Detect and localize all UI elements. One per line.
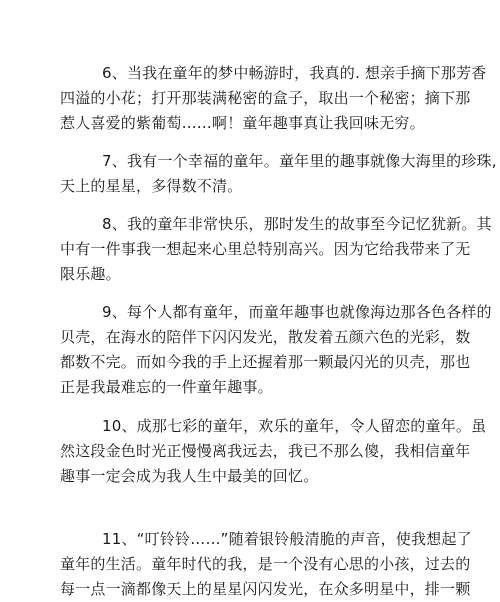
paragraph-line: 惹人喜爱的紫葡萄……啊！童年趣事真让我回味无穷。 [60, 114, 425, 132]
paragraph-line: 都数不完。而如今我的手上还握着那一颗最闪光的贝壳，那也 [60, 353, 471, 371]
paragraph-10 [60, 414, 487, 489]
paragraph-6 [60, 61, 487, 136]
paragraph-line: 正是我最难忘的一件童年趣事。 [60, 378, 273, 396]
paragraph-line: 8、我的童年非常快乐，那时发生的故事至今记忆犹新。其 [102, 215, 492, 233]
paragraph-line: 中有一件事我一想起来心里总特别高兴。因为它给我带来了无 [60, 240, 471, 258]
paragraph-line: 童年的生活。童年时代的我，是一个没有心思的小孩，过去的 [60, 555, 471, 573]
paragraph-line: 9、每个人都有童年，而童年趣事也就像海边那各色各样的 [102, 303, 492, 321]
paragraph-line: 天上的星星，多得数不清。 [60, 177, 243, 195]
paragraph-line: 每一点一滴都像天上的星星闪闪发光，在众多明星中，排一颗 [60, 580, 471, 598]
paragraph-line: 10、成那七彩的童年，欢乐的童年，令人留恋的童年。虽 [102, 417, 487, 435]
paragraph-line: 11、“叮铃铃……”随着银铃般清脆的声音，使我想起了 [102, 530, 472, 548]
paragraph-8 [60, 212, 492, 287]
paragraph-9 [60, 300, 492, 400]
paragraph-line: 然这段金色时光正慢慢离我远去，我已不那么傻，我相信童年 [60, 442, 471, 460]
paragraph-line: 趣事一定会成为我人生中最美的回忆。 [60, 467, 319, 485]
paragraph-11 [60, 527, 472, 602]
paragraph-line: 限乐趣。 [60, 265, 121, 283]
paragraph-line: 7、我有一个幸福的童年。童年里的趣事就像大海里的珍珠, [102, 152, 497, 170]
paragraph-line: 贝壳，在海水的陪伴下闪闪发光，散发着五颜六色的光彩，数 [60, 328, 471, 346]
paragraph-7 [60, 149, 497, 199]
paragraph-line: 6、当我在童年的梦中畅游时，我真的. 想亲手摘下那芳香 [102, 64, 487, 82]
paragraph-line: 四溢的小花；打开那装满秘密的盒子，取出一个秘密；摘下那 [60, 89, 471, 107]
